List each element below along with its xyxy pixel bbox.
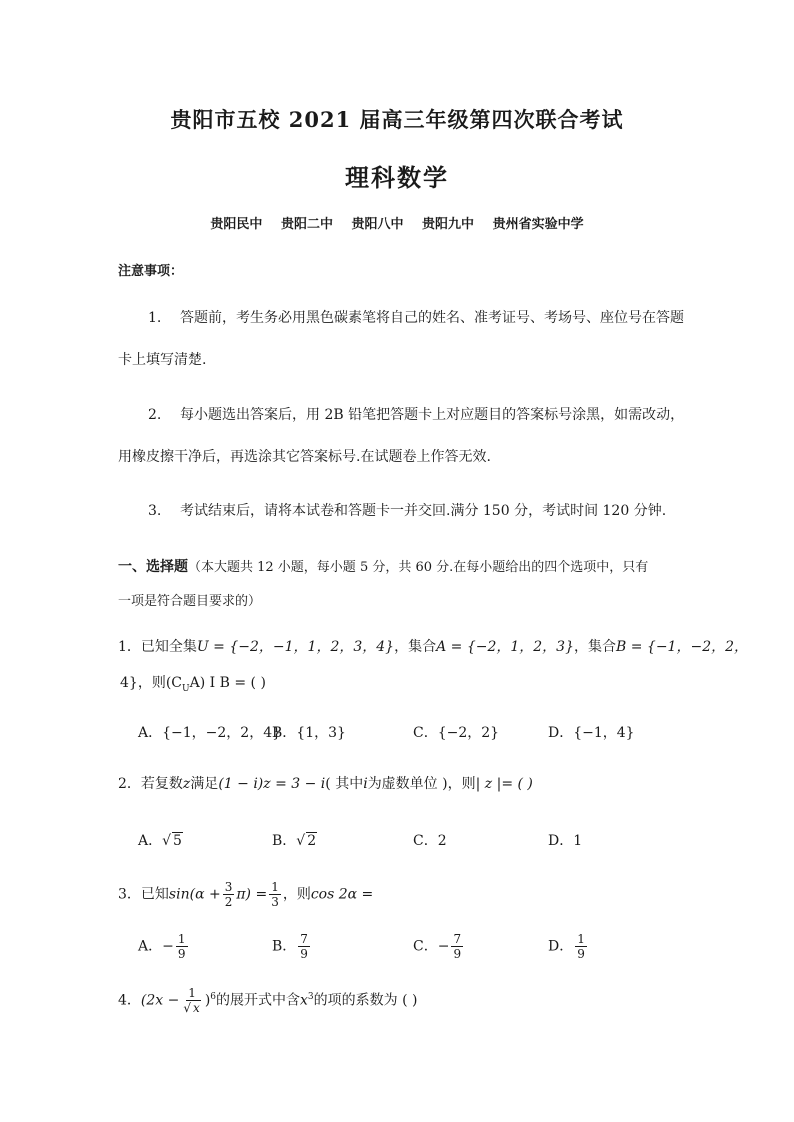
exam-title: 贵阳市五校 2021 届高三年级第四次联合考试	[170, 107, 624, 132]
option-d[interactable]: D．1	[548, 833, 583, 849]
option-b[interactable]: B． $\frac{7}{9}$	[272, 932, 308, 961]
fraction: $\frac{1}{3}$	[271, 880, 279, 909]
section-title: 一、选择题	[118, 559, 188, 575]
question-1: 1．已知全集U = {−2，−1，1，2，3，4}，集合A = {−2，1，2，3}，集合B = {−1，−2，2，	[118, 639, 749, 655]
question-4: 4．(2x − $\frac{1}{√ x}$ )$^6$的展开式中含$x^3$的项的系数为 ( )	[118, 986, 418, 1015]
school-name: 贵阳八中	[351, 217, 404, 232]
notice-item-1-cont: 卡上填写清楚.	[118, 352, 207, 368]
section-heading	[118, 556, 648, 576]
school-name: 贵阳二中	[280, 217, 333, 232]
section-description-cont: 一项是符合题目要求的）	[118, 594, 262, 609]
notice-item-number: 1.	[148, 310, 162, 326]
school-name: 贵阳民中	[210, 217, 263, 232]
option-d[interactable]: D． $\frac{1}{9}$	[548, 932, 585, 961]
notice-item-text: 每小题选出答案后，用 2B 铅笔把答题卡上对应题目的答案标号涂黑，如需改动，	[180, 407, 685, 423]
option-a[interactable]: A．{−1，−2，2，4}	[138, 725, 282, 741]
option-a[interactable]: A．√ 5	[138, 833, 182, 849]
notice-item-3	[148, 500, 666, 520]
section-description: （本大题共 12 小题，每小题 5 分，共 60 分.在每小题给出的四个选项中，只有	[188, 560, 649, 575]
notice-item-2	[148, 404, 684, 424]
fraction: $\frac{1}{√ x}$	[183, 986, 200, 1015]
school-name: 贵阳九中	[422, 217, 475, 232]
question-1-cont: 4}，则$(C_UA)$ I B = ( )	[120, 675, 266, 694]
option-d[interactable]: D．{−1，4}	[548, 725, 635, 741]
notice-item-text: 答题前，考生务必用黑色碳素笔将自己的姓名、准考证号、考场号、座位号在答题	[180, 310, 684, 326]
option-b[interactable]: B．{1，3}	[272, 725, 346, 741]
option-c[interactable]: C．2	[413, 833, 447, 849]
option-b[interactable]: B．√ 2	[272, 833, 317, 849]
school-name: 贵州省实验中学	[492, 217, 584, 232]
notice-item-2-cont: 用橡皮擦干净后，再选涂其它答案标号.在试题卷上作答无效.	[118, 449, 491, 465]
notice-item-number: 2.	[148, 407, 162, 423]
notice-item-1	[148, 307, 684, 327]
notice-item-number: 3.	[148, 503, 162, 519]
question-2: 2．若复数z满足(1 − i)z = 3 − i( 其中i为虚数单位 )，则| z |= ( )	[118, 776, 533, 792]
fraction: $\frac{3}{2}$	[224, 880, 233, 909]
notice-item-text: 考试结束后，请将本试卷和答题卡一并交回.满分 150 分，考试时间 120 分钟.	[180, 503, 667, 519]
option-a[interactable]: A．− $\frac{1}{9}$	[138, 932, 186, 961]
notice-heading: 注意事项：	[118, 264, 184, 279]
exam-subject: 理科数学	[345, 163, 449, 192]
option-c[interactable]: C．{−2，2}	[413, 725, 500, 741]
question-3: 3．已知sin(α + $\frac{3}{2}$ π) = $\frac{1}{3}$ ，则cos 2α =	[118, 880, 374, 909]
option-c[interactable]: C．− $\frac{7}{9}$	[413, 932, 462, 961]
school-list	[0, 213, 794, 232]
